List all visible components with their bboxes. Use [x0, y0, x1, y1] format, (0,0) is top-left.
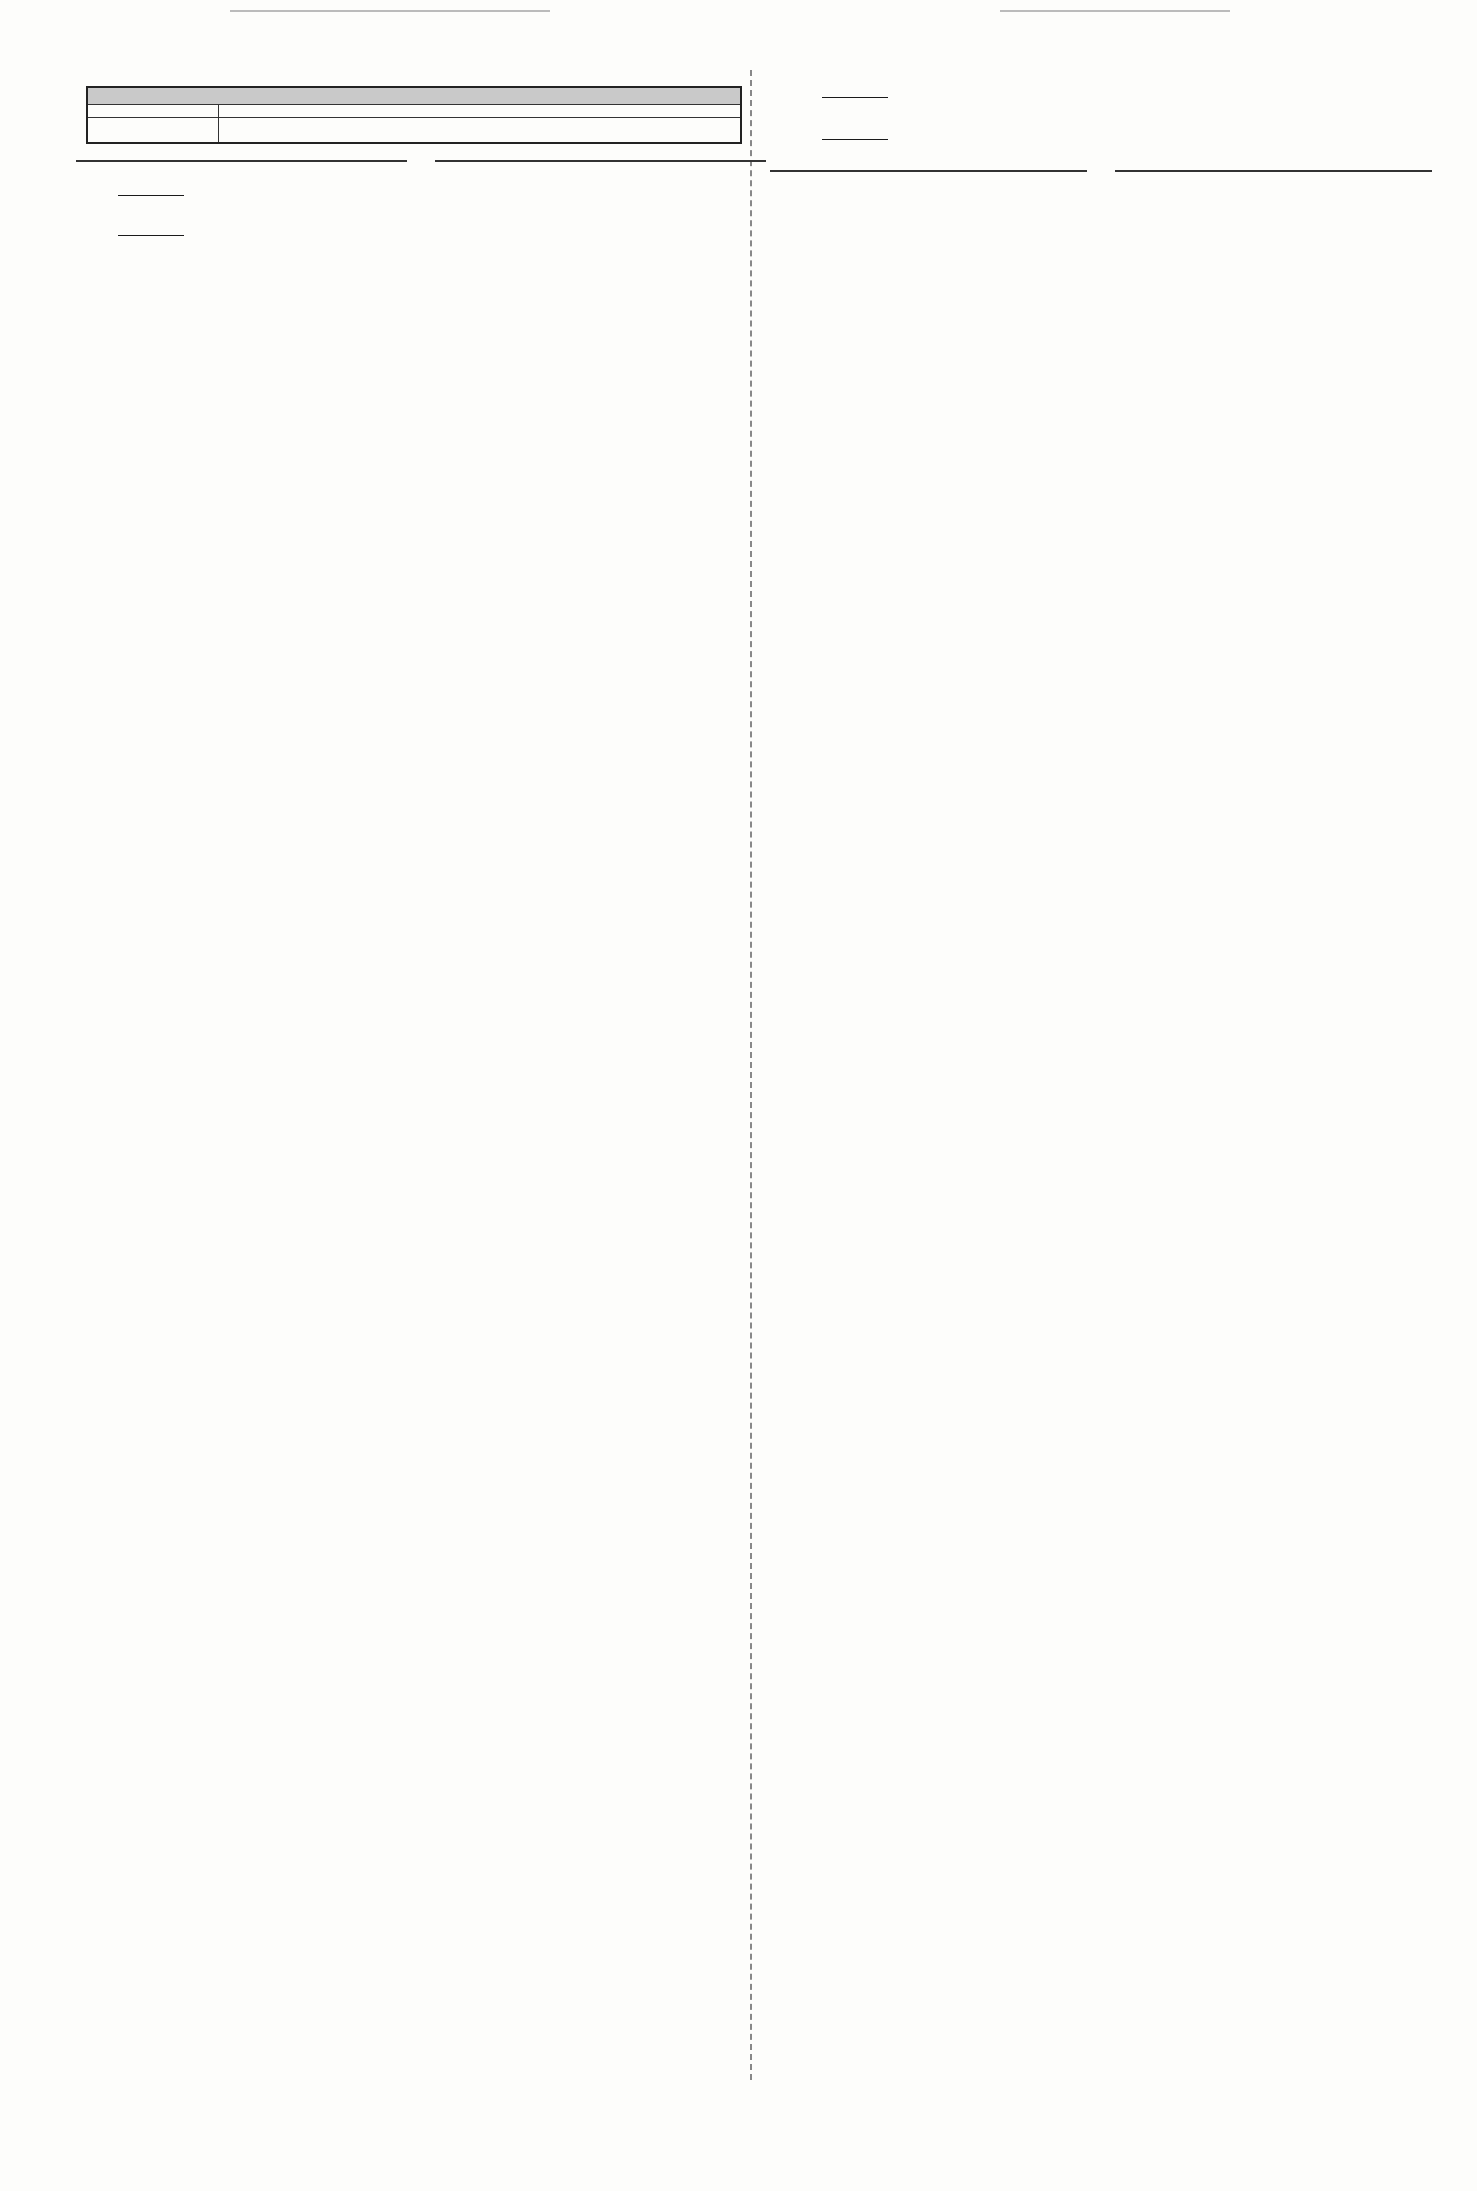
cloze-label [87, 105, 219, 118]
blank-3 [118, 235, 184, 236]
reading-b [477, 118, 741, 131]
cloze-q11 [770, 73, 1432, 112]
reading-heading [770, 170, 1432, 172]
top-rule-left [230, 10, 550, 12]
reading-a [219, 118, 477, 131]
reading-label [87, 118, 219, 144]
cloze-answers [219, 105, 742, 118]
cloze-heading [76, 160, 766, 162]
cloze-q2 [76, 171, 766, 210]
answer-table-header [87, 87, 741, 105]
blank-11 [822, 97, 888, 98]
blank-2 [118, 195, 184, 196]
reading-d [477, 130, 741, 143]
top-rule-right [1000, 10, 1230, 12]
reading-c [219, 130, 477, 143]
cloze-q3 [76, 211, 766, 250]
cloze-q14 [770, 115, 1432, 154]
right-column [770, 72, 1432, 189]
answer-table [86, 86, 742, 144]
column-divider [750, 70, 752, 2080]
left-column [76, 72, 766, 256]
blank-14 [822, 139, 888, 140]
